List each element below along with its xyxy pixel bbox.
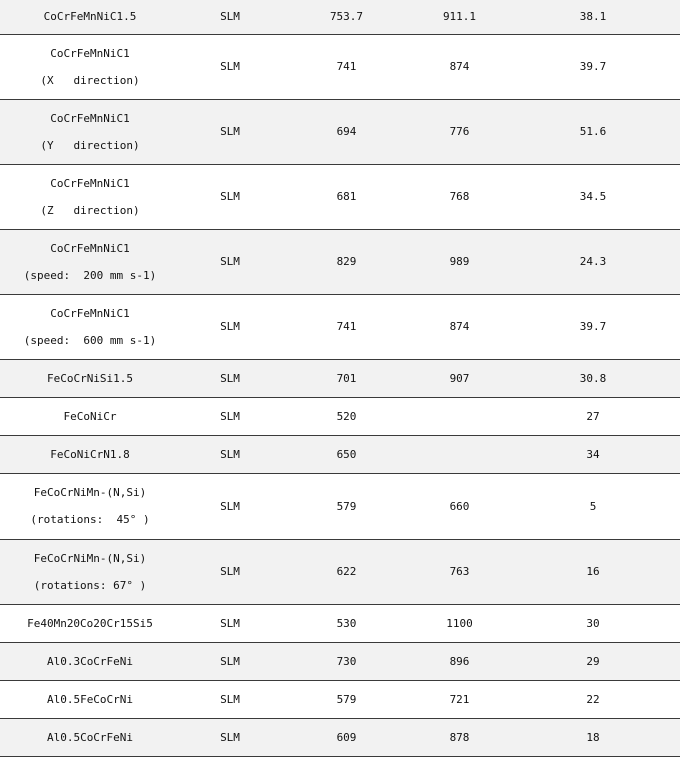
method-cell: SLM xyxy=(180,229,280,294)
material-line: (rotations: 45° ) xyxy=(30,513,150,526)
elongation-cell: 51.6 xyxy=(506,99,680,164)
material-cell xyxy=(0,604,180,642)
table-row xyxy=(0,229,680,294)
material-line: CoCrFeMnNiC1.5 xyxy=(43,10,137,24)
elongation-cell: 30 xyxy=(506,604,680,642)
table-row xyxy=(0,397,680,435)
yield-strength-cell: 622 xyxy=(280,539,413,604)
material-line: FeCoCrNiMn-(N,Si) xyxy=(33,486,147,499)
elongation-cell: 29 xyxy=(506,642,680,680)
method-cell: SLM xyxy=(180,164,280,229)
tensile-strength-cell xyxy=(413,397,506,435)
method-cell: SLM xyxy=(180,642,280,680)
tensile-strength-cell: 660 xyxy=(413,473,506,539)
method-cell: SLM xyxy=(180,99,280,164)
elongation-cell: 39.7 xyxy=(506,294,680,359)
elongation-cell: 34.5 xyxy=(506,164,680,229)
yield-strength-cell: 694 xyxy=(280,99,413,164)
elongation-cell: 34 xyxy=(506,435,680,473)
material-line: Al0.3CoCrFeNi xyxy=(46,654,134,668)
method-cell: SLM xyxy=(180,397,280,435)
material-cell xyxy=(0,294,180,359)
tensile-strength-cell: 1100 xyxy=(413,604,506,642)
material-cell xyxy=(0,435,180,473)
material-cell xyxy=(0,164,180,229)
material-line: CoCrFeMnNiC1 xyxy=(50,111,130,125)
elongation-cell: 24.3 xyxy=(506,229,680,294)
method-cell: SLM xyxy=(180,604,280,642)
material-line: CoCrFeMnNiC1 xyxy=(50,46,130,60)
material-cell xyxy=(0,539,180,604)
tensile-strength-cell: 721 xyxy=(413,680,506,718)
table-row xyxy=(0,34,680,99)
tensile-strength-cell xyxy=(413,435,506,473)
table-row xyxy=(0,99,680,164)
elongation-cell: 5 xyxy=(506,473,680,539)
method-cell: SLM xyxy=(180,435,280,473)
table-row xyxy=(0,539,680,604)
material-line: Al0.5CoCrFeNi xyxy=(46,730,134,744)
tensile-strength-cell: 763 xyxy=(413,539,506,604)
material-cell xyxy=(0,229,180,294)
tensile-strength-cell: 776 xyxy=(413,99,506,164)
elongation-cell: 16 xyxy=(506,539,680,604)
material-cell xyxy=(0,642,180,680)
table-row xyxy=(0,604,680,642)
material-cell xyxy=(0,680,180,718)
yield-strength-cell: 730 xyxy=(280,642,413,680)
material-cell xyxy=(0,359,180,397)
elongation-cell: 30.8 xyxy=(506,359,680,397)
material-line: FeCoCrNiMn-(N,Si) xyxy=(33,551,147,565)
method-cell: SLM xyxy=(180,718,280,756)
method-cell: SLM xyxy=(180,539,280,604)
table-row xyxy=(0,642,680,680)
elongation-cell: 38.1 xyxy=(506,0,680,34)
yield-strength-cell: 530 xyxy=(280,604,413,642)
table-row xyxy=(0,473,680,539)
yield-strength-cell: 520 xyxy=(280,397,413,435)
material-cell xyxy=(0,718,180,756)
yield-strength-cell: 753.7 xyxy=(280,0,413,34)
tensile-strength-cell: 878 xyxy=(413,718,506,756)
material-line: (Y direction) xyxy=(40,138,140,152)
yield-strength-cell: 829 xyxy=(280,229,413,294)
material-cell xyxy=(0,0,180,34)
table-row xyxy=(0,0,680,34)
elongation-cell: 39.7 xyxy=(506,34,680,99)
tensile-strength-cell: 989 xyxy=(413,229,506,294)
table-row xyxy=(0,359,680,397)
table-row xyxy=(0,680,680,718)
material-line: FeCoNiCrN1.8 xyxy=(50,447,130,461)
material-line: (speed: 600 mm s-1) xyxy=(23,333,157,347)
table-row xyxy=(0,164,680,229)
tensile-strength-cell: 911.1 xyxy=(413,0,506,34)
material-line: Al0.5FeCoCrNi xyxy=(46,692,134,706)
material-line: FeCoCrNiSi1.5 xyxy=(46,371,134,385)
material-line: CoCrFeMnNiC1 xyxy=(50,306,130,320)
material-cell xyxy=(0,34,180,99)
table-row xyxy=(0,294,680,359)
material-cell xyxy=(0,99,180,164)
yield-strength-cell: 579 xyxy=(280,680,413,718)
yield-strength-cell: 650 xyxy=(280,435,413,473)
material-cell xyxy=(0,397,180,435)
material-line: CoCrFeMnNiC1 xyxy=(50,176,130,190)
elongation-cell: 18 xyxy=(506,718,680,756)
tensile-strength-cell: 768 xyxy=(413,164,506,229)
material-line: (X direction) xyxy=(40,73,140,87)
method-cell: SLM xyxy=(180,294,280,359)
material-line: (rotations: 67° ) xyxy=(33,578,147,592)
table-row xyxy=(0,718,680,756)
yield-strength-cell: 741 xyxy=(280,34,413,99)
yield-strength-cell: 579 xyxy=(280,473,413,539)
method-cell: SLM xyxy=(180,359,280,397)
method-cell: SLM xyxy=(180,680,280,718)
tensile-strength-cell: 874 xyxy=(413,294,506,359)
tensile-strength-cell: 896 xyxy=(413,642,506,680)
material-cell xyxy=(0,473,180,539)
elongation-cell: 22 xyxy=(506,680,680,718)
material-line: CoCrFeMnNiC1 xyxy=(50,241,130,255)
tensile-strength-cell: 874 xyxy=(413,34,506,99)
tensile-strength-cell: 907 xyxy=(413,359,506,397)
material-line: FeCoNiCr xyxy=(63,409,117,423)
method-cell: SLM xyxy=(180,0,280,34)
method-cell: SLM xyxy=(180,473,280,539)
material-line: Fe40Mn20Co20Cr15Si5 xyxy=(27,616,153,630)
yield-strength-cell: 681 xyxy=(280,164,413,229)
material-line: (Z direction) xyxy=(40,203,140,217)
material-line: (speed: 200 mm s-1) xyxy=(23,268,157,282)
method-cell: SLM xyxy=(180,34,280,99)
table-row xyxy=(0,435,680,473)
yield-strength-cell: 741 xyxy=(280,294,413,359)
yield-strength-cell: 701 xyxy=(280,359,413,397)
elongation-cell: 27 xyxy=(506,397,680,435)
yield-strength-cell: 609 xyxy=(280,718,413,756)
